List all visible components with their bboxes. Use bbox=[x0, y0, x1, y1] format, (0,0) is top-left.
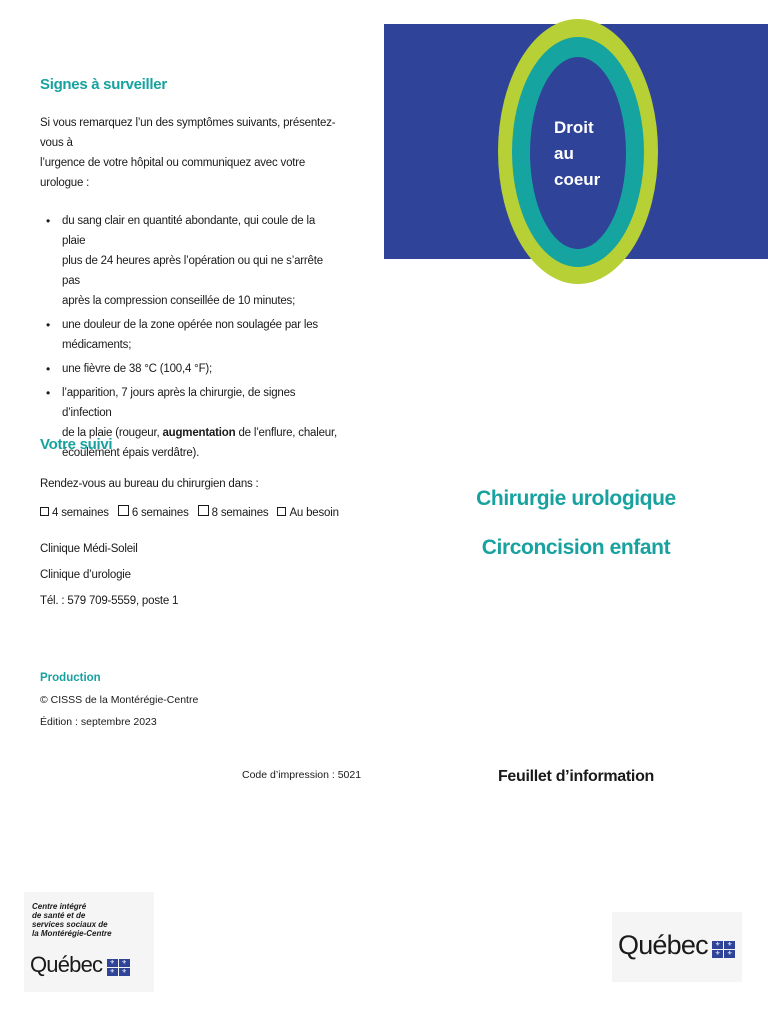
follow-up-section bbox=[40, 436, 360, 611]
quebec-logo bbox=[612, 912, 742, 982]
checkbox-option[interactable]: 6 semaines bbox=[118, 503, 189, 523]
quebec-wordmark: Québec bbox=[30, 952, 103, 977]
clinic-info: Clinique Médi-Soleil Clinique d’urologie Tél. : 579 709-5559, poste 1 bbox=[40, 543, 179, 607]
cisss-logo: Centre intégré de santé et de services sociaux de la Montérégie-Centre Québec ⚜ ⚜ ⚜ ⚜ bbox=[24, 892, 154, 992]
checkbox-icon bbox=[198, 505, 209, 516]
page-title: Chirurgie urologique bbox=[476, 487, 676, 510]
checkbox-icon bbox=[40, 507, 49, 516]
list-item: • une fièvre de 38 °C (100,4 °F); bbox=[40, 359, 340, 379]
edition-date: Édition : septembre 2023 bbox=[40, 716, 157, 728]
follow-up-heading: Votre suivi bbox=[40, 436, 113, 453]
list-item: • du sang clair en quantité abondante, qui coule de la plaie plus de 24 heures après l’opération ou qui ne s’arrête pas après la compression conseillée de 10 minutes; bbox=[40, 211, 340, 311]
list-item: • une douleur de la zone opérée non soulagée par les médicaments; bbox=[40, 315, 340, 355]
checkbox-option[interactable]: 4 semaines bbox=[40, 503, 109, 523]
document-type: Feuillet d’information bbox=[497, 768, 655, 785]
production-heading: Production bbox=[40, 672, 101, 684]
checkbox-option[interactable]: Au besoin bbox=[277, 503, 338, 523]
follow-up-options bbox=[40, 503, 360, 523]
symptom-list bbox=[40, 211, 340, 463]
copyright: © CISSS de la Montérégie-Centre bbox=[40, 694, 199, 706]
page-subtitle: Circoncision enfant bbox=[481, 536, 671, 559]
quebec-flag-icon: ⚜ ⚜ ⚜ ⚜ bbox=[712, 941, 735, 958]
list-item: • l’apparition, 7 jours après la chirurgie, de signes d’infection de la plaie (rougeur, augmentation de l’enflure, chaleur, écoulement épais verdâtre). bbox=[40, 383, 340, 463]
warning-signs-section bbox=[40, 76, 340, 467]
production-section bbox=[40, 668, 340, 732]
checkbox-icon bbox=[277, 507, 286, 516]
checkbox-option[interactable]: 8 semaines bbox=[198, 503, 269, 523]
warning-signs-heading: Signes à surveiller bbox=[40, 76, 167, 93]
follow-up-intro: Rendez-vous au bureau du chirurgien dans : bbox=[40, 478, 259, 490]
quebec-wordmark: Québec bbox=[618, 930, 708, 960]
quebec-flag-icon: ⚜ ⚜ ⚜ ⚜ bbox=[107, 959, 130, 976]
droit-au-coeur-logo: Droit au coeur bbox=[554, 118, 601, 189]
checkbox-icon bbox=[118, 505, 129, 516]
print-code: Code d’impression : 5021 bbox=[242, 769, 362, 781]
warning-signs-intro: Si vous remarquez l’un des symptômes suivants, présentez-vous à l’urgence de votre hôpital ou communiquez avec votre urologue : bbox=[40, 117, 336, 189]
